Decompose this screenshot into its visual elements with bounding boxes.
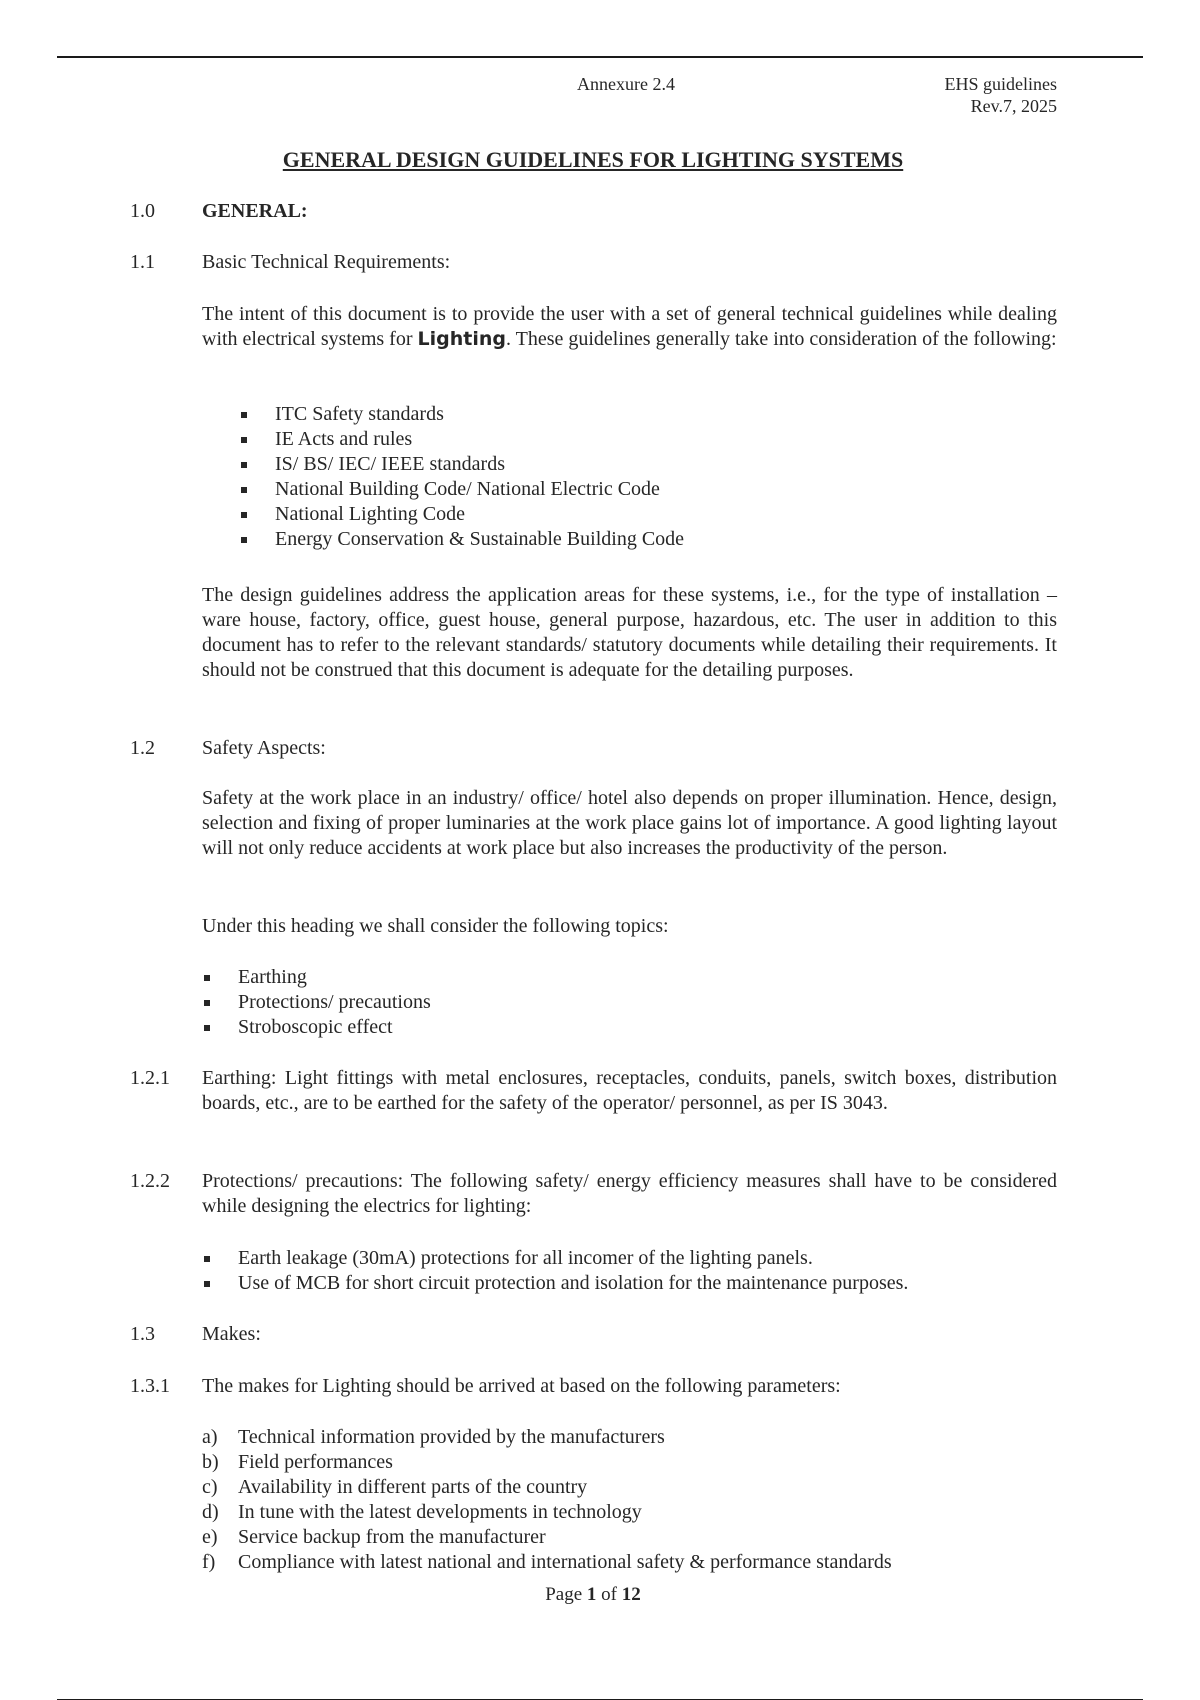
section-heading: GENERAL: — [202, 200, 308, 222]
page-title: GENERAL DESIGN GUIDELINES FOR LIGHTING SYSTEMS — [282, 147, 904, 172]
page-number: 1 — [586, 1584, 597, 1605]
list-item — [202, 1425, 892, 1450]
list-item-text: Service backup from the manufacturer — [238, 1526, 546, 1548]
bullet-icon — [204, 1000, 210, 1006]
section-number: 1.2.1 — [130, 1067, 170, 1089]
list-item — [275, 452, 684, 477]
protections-paragraph: Protections/ precautions: The following safety/ energy efficiency measures shall have to be considered while designing the electrics for lighting: — [202, 1170, 1057, 1217]
page-total: 12 — [621, 1584, 641, 1605]
bullet-icon — [241, 537, 247, 543]
list-item-text: National Lighting Code — [275, 503, 465, 525]
topics-intro: Under this heading we shall consider the following topics: — [202, 915, 669, 937]
page-label: Page — [545, 1584, 583, 1605]
bullet-icon — [204, 1025, 210, 1031]
list-item — [275, 427, 684, 452]
list-item-text: Technical information provided by the manufacturers — [238, 1426, 665, 1448]
list-item-text: Use of MCB for short circuit protection and isolation for the maintenance purposes. — [238, 1272, 909, 1294]
design-guidelines-paragraph: The design guidelines address the application areas for these systems, i.e., for the type of installation – ware house, factory, office, guest house, general purpose, hazardous, etc. The user in addition to this document has to refer to the relevant standards/ statutory documents while detailing their requirements. It should not be construed that this document is adequate for the detailing purposes. — [202, 584, 1057, 681]
list-marker: f) — [202, 1551, 216, 1573]
topics-list — [238, 965, 431, 1040]
section-number: 1.3.1 — [130, 1375, 170, 1397]
list-item-text: ITC Safety standards — [275, 403, 444, 425]
annexure-label: Annexure 2.4 — [577, 74, 675, 94]
list-item-text: Field performances — [238, 1451, 393, 1473]
bullet-icon — [241, 487, 247, 493]
earthing-paragraph: Earthing: Light fittings with metal enclosures, receptacles, conduits, panels, switch boxes, distribution boards, etc., are to be earthed for the safety of the operator/ personnel, as per IS 3043. — [202, 1067, 1057, 1114]
list-item-text: IS/ BS/ IEC/ IEEE standards — [275, 453, 505, 475]
list-item-text: Energy Conservation & Sustainable Building Code — [275, 528, 685, 550]
list-marker: c) — [202, 1476, 218, 1498]
list-item — [202, 1500, 892, 1525]
header-rule — [57, 56, 1143, 58]
list-item-text: National Building Code/ National Electric Code — [275, 478, 660, 500]
section-number: 1.2 — [130, 737, 155, 759]
list-item — [202, 1475, 892, 1500]
list-item-text: IE Acts and rules — [275, 428, 413, 450]
protections-list — [238, 1246, 908, 1296]
list-item — [275, 502, 684, 527]
list-item — [238, 1246, 908, 1271]
list-item-text: Availability in different parts of the country — [238, 1476, 588, 1498]
revision: Rev.7, 2025 — [970, 96, 1057, 116]
bullet-icon — [204, 975, 210, 981]
list-item — [238, 1271, 908, 1296]
doc-name: EHS guidelines — [944, 74, 1057, 94]
section-text: The makes for Lighting should be arrived at based on the following parameters: — [202, 1375, 841, 1397]
section-heading: Makes: — [202, 1323, 261, 1345]
list-item — [238, 990, 431, 1015]
section-number: 1.2.2 — [130, 1170, 170, 1192]
list-item — [202, 1450, 892, 1475]
safety-paragraph: Safety at the work place in an industry/ office/ hotel also depends on proper illumination. Hence, design, selection and fixing of proper luminaries at the work place gains lot of importance. A good lighting layout will not only reduce accidents at work place but also increases the productivity of the person. — [202, 787, 1057, 859]
bullet-icon — [241, 512, 247, 518]
list-marker: d) — [202, 1501, 219, 1523]
section-heading: Basic Technical Requirements: — [202, 251, 451, 273]
bullet-icon — [204, 1256, 210, 1262]
bullet-icon — [241, 437, 247, 443]
intro-bold-term: Lighting — [417, 328, 506, 350]
list-item-text: Earth leakage (30mA) protections for all incomer of the lighting panels. — [238, 1247, 813, 1269]
list-item — [275, 402, 684, 427]
standards-list — [275, 402, 684, 552]
section-number: 1.1 — [130, 251, 155, 273]
bullet-icon — [241, 462, 247, 468]
list-item-text: Protections/ precautions — [238, 991, 431, 1013]
bullet-icon — [204, 1281, 210, 1287]
section-number: 1.3 — [130, 1323, 155, 1345]
header-right — [945, 73, 1058, 117]
of-label: of — [601, 1584, 617, 1605]
list-item-text: Compliance with latest national and international safety & performance standards — [238, 1551, 892, 1573]
list-item — [238, 1015, 431, 1040]
makes-parameters-list — [202, 1425, 892, 1575]
list-item — [275, 527, 684, 552]
bullet-icon — [241, 412, 247, 418]
list-item — [238, 965, 431, 990]
list-item — [275, 477, 684, 502]
list-item-text: In tune with the latest developments in technology — [238, 1501, 642, 1523]
page-footer — [0, 1582, 1186, 1607]
list-item — [202, 1525, 892, 1550]
list-item-text: Stroboscopic effect — [238, 1016, 393, 1038]
intro-text-1: The intent of this document is to provide the user with a set of general technical guidelines while dealing with electrical systems for — [202, 303, 1057, 350]
section-number: 1.0 — [130, 200, 155, 222]
section-heading: Safety Aspects: — [202, 737, 326, 759]
list-marker: e) — [202, 1526, 218, 1548]
list-marker: a) — [202, 1426, 218, 1448]
list-item-text: Earthing — [238, 966, 307, 988]
list-marker: b) — [202, 1451, 219, 1473]
intro-paragraph — [202, 302, 1057, 352]
list-item — [202, 1550, 892, 1575]
intro-text-2: . These guidelines generally take into consideration of the following: — [505, 328, 1057, 350]
